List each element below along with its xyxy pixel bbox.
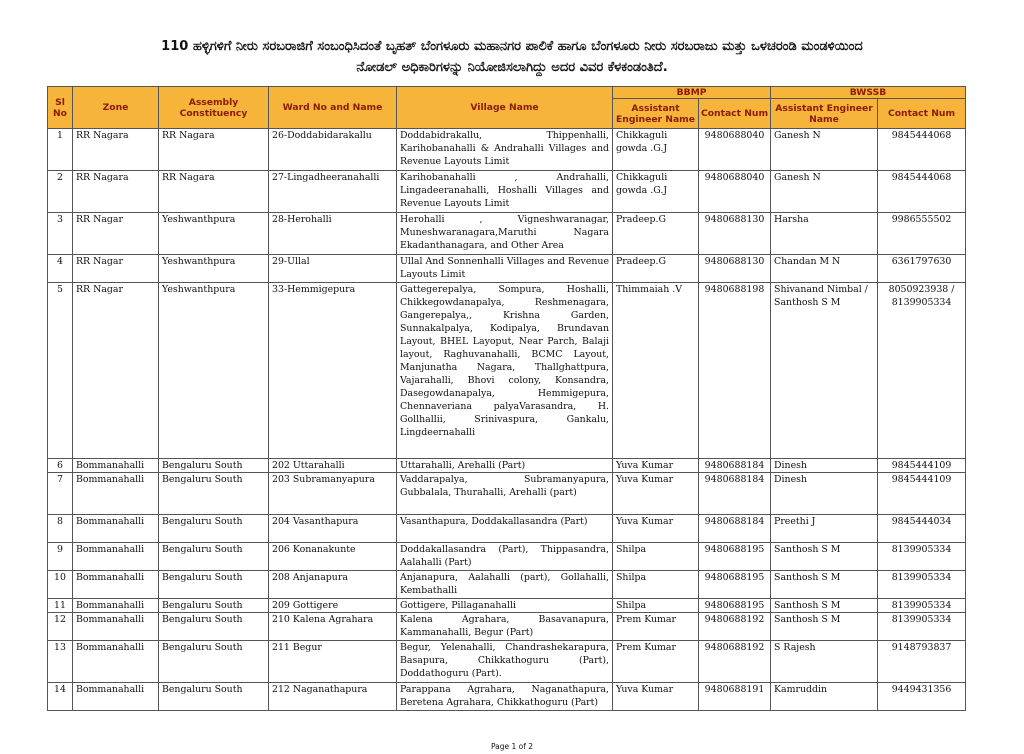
- table-row: [48, 641, 966, 683]
- cell-bwssb-ae: Harsha: [771, 213, 878, 255]
- cell-bwssb-contact: 9845444109: [878, 473, 966, 515]
- table-row: [48, 255, 966, 283]
- cell-zone: Bommanahalli: [73, 473, 159, 515]
- cell-village: Vasanthapura, Doddakallasandra (Part): [397, 515, 613, 543]
- cell-ward: 203 Subramanyapura: [269, 473, 397, 515]
- cell-bbmp-contact: 9480688192: [699, 613, 771, 641]
- cell-bbmp-ae: Yuva Kumar: [613, 473, 699, 515]
- title-line-1: 110 ಹಳ್ಳಿಗಳಿಗೆ ನೀರು ಸರಬರಾಜಿಗೆ ಸಂಬಂಧಿಸಿದಂತೆ ಬೃಹತ್ ಬೆಂಗಳೂರು ಮಹಾನಗರ ಪಾಲಿಕೆ ಹಾಗೂ ಬೆಂಗಳೂರು ನೀರು ಸರಬರಾಜು ಮತ್ತು ಒಳಚರಂಡಿ ಮಂಡಳಿಯಿಂದ: [161, 39, 863, 54]
- cell-bwssb-contact: 9845444068: [878, 129, 966, 171]
- cell-sl-no: 8: [48, 515, 73, 543]
- cell-village: Begur, Yelenahalli, Chandrashekarapura, Basapura, Chikkathoguru (Part), Doddathoguru (Part).: [397, 641, 613, 683]
- cell-bwssb-ae: Dinesh: [771, 459, 878, 473]
- cell-bwssb-ae: Dinesh: [771, 473, 878, 515]
- cell-bbmp-ae: Chikkaguli gowda .G.J: [613, 129, 699, 171]
- cell-zone: RR Nagar: [73, 255, 159, 283]
- cell-ward: 211 Begur: [269, 641, 397, 683]
- cell-sl-no: 5: [48, 283, 73, 459]
- cell-zone: Bommanahalli: [73, 641, 159, 683]
- cell-village: Anjanapura, Aalahalli (part), Gollahalli, Kembathalli: [397, 571, 613, 599]
- cell-ward: 26-Doddabidarakallu: [269, 129, 397, 171]
- cell-bwssb-contact: 9845444109: [878, 459, 966, 473]
- cell-bbmp-contact: 9480688184: [699, 473, 771, 515]
- cell-bwssb-ae: Ganesh N: [771, 171, 878, 213]
- header-bbmp-ae: Assistant Engineer Name: [613, 99, 699, 129]
- cell-bbmp-ae: Thimmaiah .V: [613, 283, 699, 459]
- cell-zone: Bommanahalli: [73, 683, 159, 711]
- cell-bwssb-contact: 8139905334: [878, 599, 966, 613]
- header-bbmp-contact: Contact Num: [699, 99, 771, 129]
- cell-zone: RR Nagara: [73, 171, 159, 213]
- cell-bwssb-ae: Santhosh S M: [771, 613, 878, 641]
- cell-assembly: Bengaluru South: [159, 613, 269, 641]
- cell-bwssb-ae: Shivanand Nimbal / Santhosh S M: [771, 283, 878, 459]
- cell-bbmp-ae: Pradeep.G: [613, 213, 699, 255]
- cell-bbmp-ae: Yuva Kumar: [613, 459, 699, 473]
- cell-bwssb-ae: Santhosh S M: [771, 571, 878, 599]
- cell-village: Gottigere, Pillaganahalli: [397, 599, 613, 613]
- table-row: [48, 599, 966, 613]
- cell-assembly: RR Nagara: [159, 129, 269, 171]
- cell-village: Doddakallasandra (Part), Thippasandra, Aalahalli (Part): [397, 543, 613, 571]
- cell-sl-no: 12: [48, 613, 73, 641]
- cell-zone: RR Nagar: [73, 213, 159, 255]
- cell-bbmp-ae: Prem Kumar: [613, 641, 699, 683]
- cell-ward: 204 Vasanthapura: [269, 515, 397, 543]
- header-village: Village Name: [397, 87, 613, 129]
- cell-bwssb-ae: Chandan M N: [771, 255, 878, 283]
- table-row: [48, 459, 966, 473]
- cell-bwssb-contact: 8139905334: [878, 613, 966, 641]
- cell-assembly: Yeshwanthpura: [159, 255, 269, 283]
- table-row: [48, 283, 966, 459]
- cell-bwssb-contact: 9845444034: [878, 515, 966, 543]
- cell-bbmp-ae: Prem Kumar: [613, 613, 699, 641]
- cell-assembly: Bengaluru South: [159, 599, 269, 613]
- cell-village: Uttarahalli, Arehalli (Part): [397, 459, 613, 473]
- cell-village: Kalena Agrahara, Basavanapura, Kammanahalli, Begur (Part): [397, 613, 613, 641]
- header-sl-no: Sl No: [48, 87, 73, 129]
- cell-sl-no: 4: [48, 255, 73, 283]
- cell-bwssb-contact: 9845444068: [878, 171, 966, 213]
- cell-village: Parappana Agrahara, Naganathapura, Beretena Agrahara, Chikkathoguru (Part): [397, 683, 613, 711]
- cell-sl-no: 9: [48, 543, 73, 571]
- cell-village: Ullal And Sonnenhalli Villages and Revenue Layouts Limit: [397, 255, 613, 283]
- cell-assembly: RR Nagara: [159, 171, 269, 213]
- cell-sl-no: 7: [48, 473, 73, 515]
- cell-village: Vaddarapalya, Subramanyapura, Gubbalala, Thurahalli, Arehalli (part): [397, 473, 613, 515]
- cell-sl-no: 1: [48, 129, 73, 171]
- cell-bbmp-ae: Shilpa: [613, 599, 699, 613]
- cell-sl-no: 14: [48, 683, 73, 711]
- cell-ward: 208 Anjanapura: [269, 571, 397, 599]
- table-row: [48, 473, 966, 515]
- cell-assembly: Bengaluru South: [159, 515, 269, 543]
- cell-sl-no: 3: [48, 213, 73, 255]
- cell-bwssb-ae: Santhosh S M: [771, 599, 878, 613]
- cell-village: Gattegerepalya, Sompura, Hoshalli, Chikkegowdanapalya, Reshmenagara, Gangerepalya,, Krishna Garden, Sunnakalpalya, Kodipalya, Brundavan Layout, BHEL Layoput, Near Parch, Balaji layout, Raghuvanahalli, BCMC Layout, Manjunatha Nagara, Thallghattpura, Vajarahalli, Bhovi colony, Konsandra, Dasegowdanapalya, Hemmigepura, Chennaveriana palyaVarasandra, H. Gollhallii, Srinivaspura, Gankalu, Lingdeernahalli: [397, 283, 613, 459]
- cell-bbmp-ae: Chikkaguli gowda .G.J: [613, 171, 699, 213]
- cell-bbmp-ae: Yuva Kumar: [613, 515, 699, 543]
- cell-assembly: Bengaluru South: [159, 641, 269, 683]
- cell-bwssb-contact: 6361797630: [878, 255, 966, 283]
- cell-bbmp-ae: Yuva Kumar: [613, 683, 699, 711]
- cell-village: Doddabidrakallu, Thippenhalli, Karihobanahalli & Andrahalli Villages and Revenue Layouts Limit: [397, 129, 613, 171]
- cell-assembly: Yeshwanthpura: [159, 213, 269, 255]
- table-body: [48, 129, 966, 711]
- cell-zone: Bommanahalli: [73, 543, 159, 571]
- cell-zone: RR Nagar: [73, 283, 159, 459]
- cell-bwssb-contact: 9449431356: [878, 683, 966, 711]
- cell-village: Herohalli , Vigneshwaranagar, Muneshwaranagara,Maruthi Nagara Ekadanthanagara, and Other Area: [397, 213, 613, 255]
- cell-zone: Bommanahalli: [73, 599, 159, 613]
- cell-ward: 210 Kalena Agrahara: [269, 613, 397, 641]
- cell-assembly: Bengaluru South: [159, 571, 269, 599]
- table-row: [48, 683, 966, 711]
- header-bwssb-ae: Assistant Engineer Name: [771, 99, 878, 129]
- table-row: [48, 571, 966, 599]
- cell-assembly: Bengaluru South: [159, 683, 269, 711]
- cell-bbmp-ae: Pradeep.G: [613, 255, 699, 283]
- cell-assembly: Bengaluru South: [159, 473, 269, 515]
- header-assembly: Assembly Constituency: [159, 87, 269, 129]
- nodal-officers-table: [47, 86, 966, 711]
- cell-bbmp-contact: 9480688191: [699, 683, 771, 711]
- cell-assembly: Yeshwanthpura: [159, 283, 269, 459]
- cell-sl-no: 6: [48, 459, 73, 473]
- cell-bbmp-contact: 9480688198: [699, 283, 771, 459]
- page-title: [40, 36, 984, 78]
- cell-sl-no: 10: [48, 571, 73, 599]
- cell-bbmp-contact: 9480688192: [699, 641, 771, 683]
- cell-bbmp-contact: 9480688195: [699, 571, 771, 599]
- page-number: Page 1 of 2: [490, 742, 534, 751]
- cell-zone: Bommanahalli: [73, 459, 159, 473]
- cell-bwssb-ae: Preethi J: [771, 515, 878, 543]
- cell-bwssb-contact: 9986555502: [878, 213, 966, 255]
- table-row: [48, 613, 966, 641]
- cell-ward: 28-Herohalli: [269, 213, 397, 255]
- header-bwssb-contact: Contact Num: [878, 99, 966, 129]
- header-bwssb: BWSSB: [771, 87, 966, 99]
- cell-bbmp-contact: 9480688184: [699, 515, 771, 543]
- table-row: [48, 129, 966, 171]
- cell-village: Karihobanahalli , Andrahalli, Lingadeeranahalli, Hoshalli Villages and Revenue Layouts Limit: [397, 171, 613, 213]
- cell-bbmp-ae: Shilpa: [613, 571, 699, 599]
- cell-ward: 29-Ullal: [269, 255, 397, 283]
- cell-ward: 206 Konanakunte: [269, 543, 397, 571]
- cell-ward: 33-Hemmigepura: [269, 283, 397, 459]
- cell-bbmp-contact: 9480688040: [699, 171, 771, 213]
- header-bbmp: BBMP: [613, 87, 771, 99]
- cell-ward: 209 Gottigere: [269, 599, 397, 613]
- cell-bwssb-contact: 8050923938 / 8139905334: [878, 283, 966, 459]
- cell-ward: 202 Uttarahalli: [269, 459, 397, 473]
- table-row: [48, 213, 966, 255]
- cell-bbmp-contact: 9480688130: [699, 255, 771, 283]
- cell-zone: RR Nagara: [73, 129, 159, 171]
- cell-assembly: Bengaluru South: [159, 543, 269, 571]
- header-ward: Ward No and Name: [269, 87, 397, 129]
- cell-assembly: Bengaluru South: [159, 459, 269, 473]
- cell-bwssb-ae: Kamruddin: [771, 683, 878, 711]
- table-row: [48, 543, 966, 571]
- cell-sl-no: 2: [48, 171, 73, 213]
- cell-zone: Bommanahalli: [73, 571, 159, 599]
- cell-ward: 212 Naganathapura: [269, 683, 397, 711]
- cell-sl-no: 11: [48, 599, 73, 613]
- cell-zone: Bommanahalli: [73, 515, 159, 543]
- cell-bbmp-contact: 9480688195: [699, 599, 771, 613]
- cell-bwssb-ae: Ganesh N: [771, 129, 878, 171]
- cell-zone: Bommanahalli: [73, 613, 159, 641]
- cell-bbmp-contact: 9480688040: [699, 129, 771, 171]
- cell-sl-no: 13: [48, 641, 73, 683]
- header-zone: Zone: [73, 87, 159, 129]
- cell-bwssb-contact: 9148793837: [878, 641, 966, 683]
- title-line-2: ನೋಡಲ್ ಅಧಿಕಾರಿಗಳನ್ನು ನಿಯೋಜಿಸಲಾಗಿದ್ದು ಅದರ ವಿವರ ಕೆಳಕಂಡಂತಿದೆ.: [356, 60, 668, 75]
- cell-bwssb-ae: Santhosh S M: [771, 543, 878, 571]
- cell-bbmp-contact: 9480688184: [699, 459, 771, 473]
- cell-ward: 27-Lingadheeranahalli: [269, 171, 397, 213]
- cell-bwssb-ae: S Rajesh: [771, 641, 878, 683]
- cell-bbmp-contact: 9480688130: [699, 213, 771, 255]
- table-row: [48, 515, 966, 543]
- table-row: [48, 171, 966, 213]
- cell-bwssb-contact: 8139905334: [878, 571, 966, 599]
- cell-bbmp-contact: 9480688195: [699, 543, 771, 571]
- cell-bwssb-contact: 8139905334: [878, 543, 966, 571]
- cell-bbmp-ae: Shilpa: [613, 543, 699, 571]
